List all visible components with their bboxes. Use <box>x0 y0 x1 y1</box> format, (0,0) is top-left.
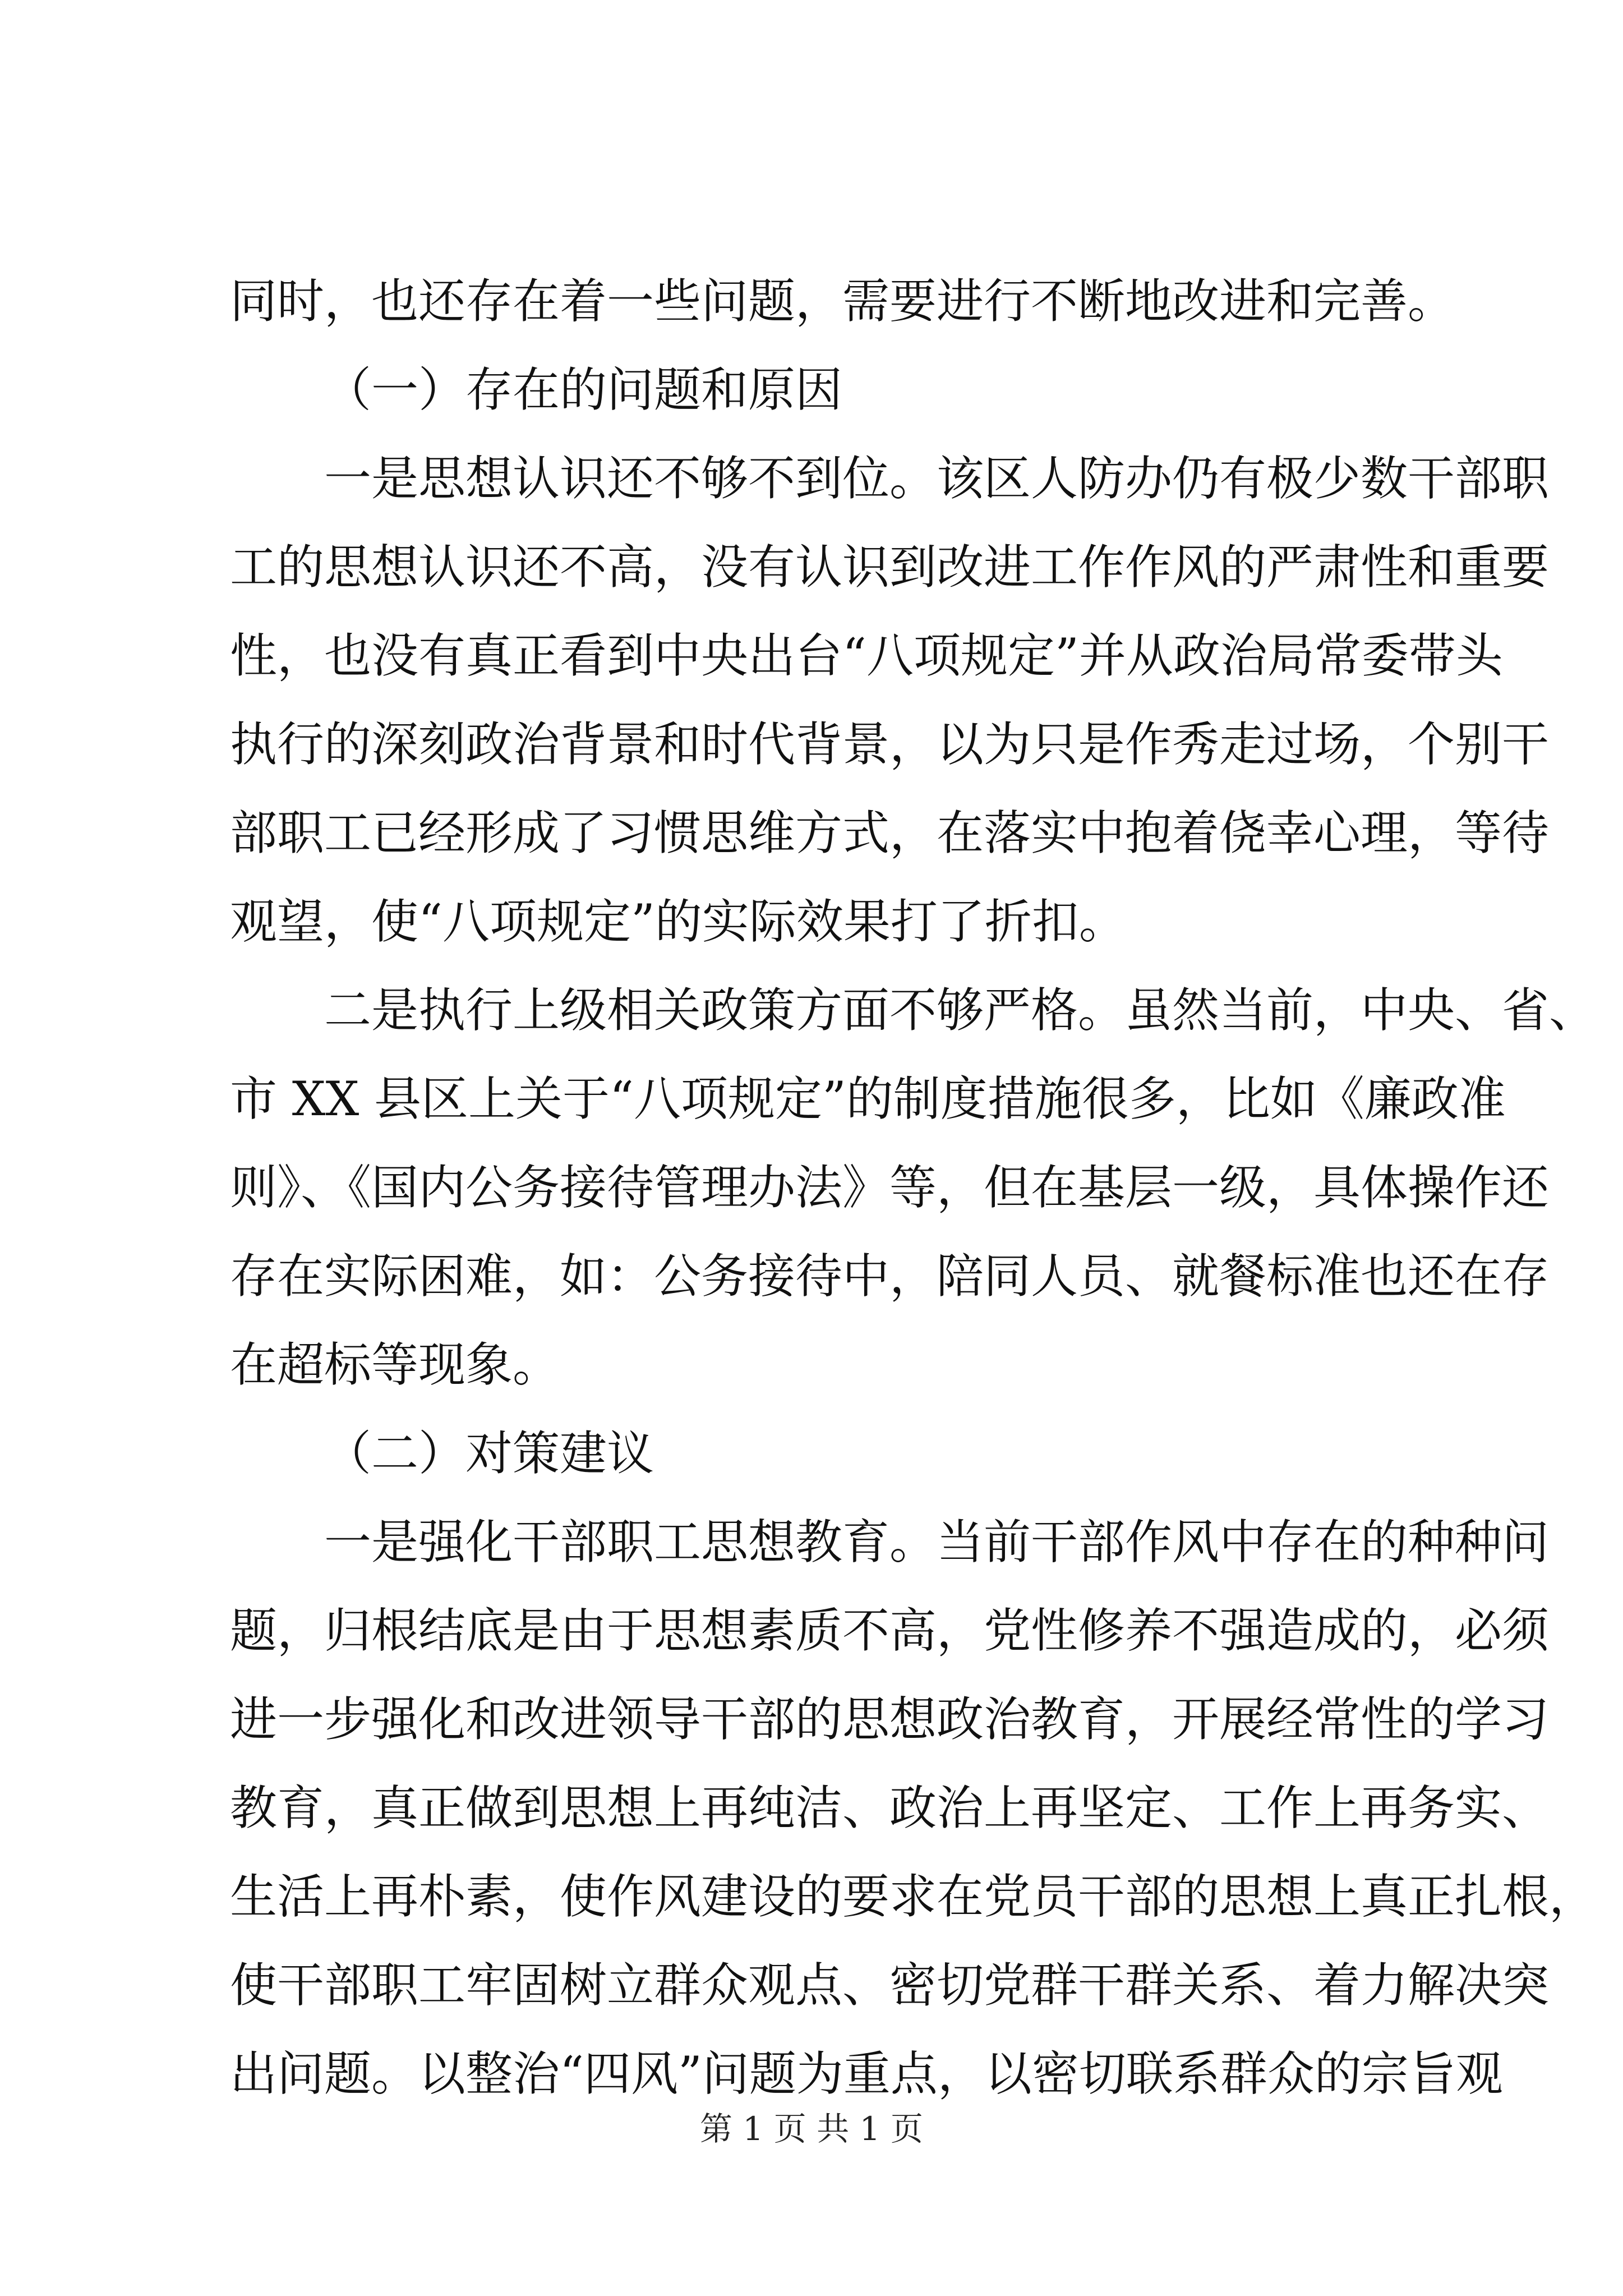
text-line: 生活上再朴素，使作风建设的要求在党员干部的思想上真正扎根， <box>230 1869 1597 1924</box>
text-line: 一是思想认识还不够不到位。该区人防办仍有极少数干部职 <box>324 451 1550 506</box>
text-line: 工的思想认识还不高，没有认识到改进工作作风的严肃性和重要 <box>230 540 1550 595</box>
text-line: 市 XX 县区上关于“八项规定”的制度措施很多，比如《廉政准 <box>230 1071 1506 1126</box>
text-line: 执行的深刻政治背景和时代背景，以为只是作秀走过场，个别干 <box>230 717 1550 772</box>
text-line: 使干部职工牢固树立群众观点、密切党群干群关系、着力解决突 <box>230 1958 1550 2013</box>
page-footer: 第 1 页 共 1 页 <box>700 2110 923 2148</box>
text-line: 性，也没有真正看到中央出台“八项规定”并从政治局常委带头 <box>230 628 1503 683</box>
document-body <box>230 257 1597 2118</box>
section-heading: （二）对策建议 <box>324 1426 654 1481</box>
text-line: 同时，也还存在着一些问题，需要进行不断地改进和完善。 <box>230 274 1455 329</box>
text-line: 则》、《国内公务接待管理办法》等，但在基层一级，具体操作还 <box>230 1160 1550 1215</box>
text-line: 进一步强化和改进领导干部的思想政治教育，开展经常性的学习 <box>230 1692 1550 1747</box>
text-line: 出问题。以整治“四风”问题为重点，以密切联系群众的宗旨观 <box>230 2046 1503 2101</box>
text-line: 一是强化干部职工思想教育。当前干部作风中存在的种种问 <box>324 1515 1550 1570</box>
section-heading: （一）存在的问题和原因 <box>324 362 843 417</box>
text-line: 存在实际困难，如：公务接待中，陪同人员、就餐标准也还在存 <box>230 1249 1550 1304</box>
text-line: 部职工已经形成了习惯思维方式，在落实中抱着侥幸心理，等待 <box>230 806 1550 861</box>
text-line: 观望，使“八项规定”的实际效果打了折扣。 <box>230 894 1126 949</box>
text-line: 在超标等现象。 <box>230 1337 560 1392</box>
text-line: 题，归根结底是由于思想素质不高，党性修养不强造成的，必须 <box>230 1603 1550 1658</box>
text-line: 教育，真正做到思想上再纯洁、政治上再坚定、工作上再务实、 <box>230 1780 1550 1835</box>
text-line: 二是执行上级相关政策方面不够严格。虽然当前，中央、省、 <box>324 983 1597 1038</box>
